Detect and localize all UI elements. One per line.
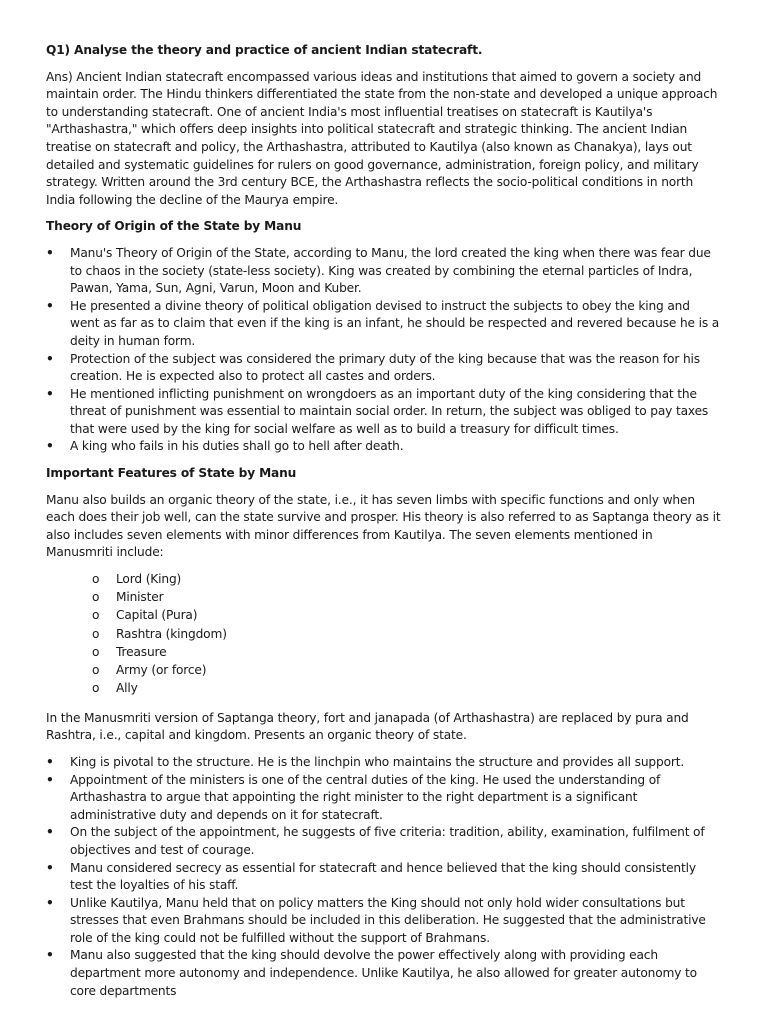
circle-bullet-icon: o bbox=[92, 608, 100, 623]
circle-bullet-icon: o bbox=[92, 644, 100, 659]
bullet-icon: • bbox=[46, 754, 54, 769]
bullet-icon: • bbox=[46, 439, 54, 454]
bullet-icon: • bbox=[46, 351, 54, 366]
bullet-icon: • bbox=[46, 860, 54, 875]
bullet-icon: • bbox=[46, 298, 54, 313]
list-item: • He mentioned inflicting punishment on wrongdoers as an important duty of the king considering that the threat of punishment was essential to maintain social order. In return, the subject was obliged to pay taxes that were used by the king for social welfare as well as to build a treasury for difficult times. bbox=[46, 386, 709, 436]
list-item: o Army (or force) bbox=[46, 662, 722, 680]
list-item: • On the subject of the appointment, he suggests of five criteria: tradition, ability, examination, fulfilment of objectives and test of courage. bbox=[46, 825, 705, 857]
list-item: • Manu's Theory of Origin of the State, according to Manu, the lord created the king when there was fear due to chaos in the society (state-less society). King was created by combining the eternal particles of Indra, Pawan, Yama, Sun, Agni, Varun, Moon and Kuber. bbox=[46, 245, 711, 296]
list-item: • Protection of the subject was considered the primary duty of the king because that was the reason for his creation. He is expected also to protect all castes and orders. bbox=[46, 351, 700, 384]
section-heading-origin: Theory of Origin of the State by Manu bbox=[46, 219, 302, 234]
circle-bullet-icon: o bbox=[92, 590, 100, 605]
document-page bbox=[46, 42, 722, 1009]
features-paragraph: Manu also builds an organic theory of the state, i.e., it has seven limbs with specific functions and only when each does their job well, can the state survive and prosper. His theory is also referred to as Saptanga theory as it also includes seven elements with minor differences from Kautilya. The seven elements mentioned in Manusmriti include: bbox=[46, 492, 721, 560]
circle-bullet-icon: o bbox=[92, 662, 100, 677]
origin-bullet-list bbox=[46, 245, 722, 456]
list-item: o Capital (Pura) bbox=[46, 607, 722, 625]
list-item: • Manu considered secrecy as essential for statecraft and hence believed that the king should consistently test the loyalties of his staff. bbox=[46, 860, 696, 893]
circle-bullet-icon: o bbox=[92, 572, 100, 587]
list-item: • King is pivotal to the structure. He is the linchpin who maintains the structure and provides all support. bbox=[46, 754, 722, 772]
list-item: • A king who fails in his duties shall go to hell after death. bbox=[46, 438, 722, 456]
bullet-icon: • bbox=[46, 386, 54, 401]
list-item: • Manu also suggested that the king should devolve the power effectively along with providing each department more autonomy and independence. Unlike Kautilya, he also allowed for greater autonomy to core departments bbox=[46, 948, 697, 998]
bullet-icon: • bbox=[46, 895, 54, 910]
question-heading: Q1) Analyse the theory and practice of ancient Indian statecraft. bbox=[46, 43, 483, 57]
list-item: o Treasure bbox=[46, 644, 722, 662]
list-item: • Unlike Kautilya, Manu held that on policy matters the King should not only hold wider consultations but stresses that even Brahmans should be included in this deliberation. He suggested that the administrative role of the king could not be fulfilled without the support of Brahmans. bbox=[46, 895, 706, 945]
list-item: o Minister bbox=[46, 589, 722, 607]
circle-bullet-icon: o bbox=[92, 681, 100, 696]
list-item: • Appointment of the ministers is one of the central duties of the king. He used the understanding of Arthashastra to argue that appointing the right minister to the right department is a significant administrative duty and depends on it for statecraft. bbox=[46, 772, 661, 822]
list-item: o Lord (King) bbox=[46, 571, 722, 589]
saptanga-paragraph: In the Manusmriti version of Saptanga theory, fort and janapada (of Arthashastra) are replaced by pura and Rashtra, i.e., capital and kingdom. Presents an organic theory of state. bbox=[46, 710, 689, 743]
list-item: • He presented a divine theory of political obligation devised to instruct the subjects to obey the king and went as far as to claim that even if the king is an infant, he should be respected and revered because he is a deity in human form. bbox=[46, 298, 720, 348]
intro-paragraph: Ans) Ancient Indian statecraft encompassed various ideas and institutions that aimed to govern a society and maintain order. The Hindu thinkers differentiated the state from the non-state and developed a unique approach to understanding statecraft. One of ancient India's most influential treatises on statecraft is Kautilya's "Arthashastra," which offers deep insights into political statecraft and strategic thinking. The ancient Indian treatise on statecraft and policy, the Arthashastra, attributed to Kautilya (also known as Chanakya), lays out detailed and systematic guidelines for rulers on good governance, administration, foreign policy, and military strategy. Written around the 3rd century BCE, the Arthashastra reflects the socio-political conditions in north India following the decline of the Maurya empire. bbox=[46, 69, 718, 207]
bullet-icon: • bbox=[46, 825, 54, 840]
seven-elements-list bbox=[46, 571, 722, 698]
bullet-icon: • bbox=[46, 948, 54, 963]
bullet-icon: • bbox=[46, 772, 54, 787]
section-heading-features: Important Features of State by Manu bbox=[46, 466, 297, 481]
list-item: o Rashtra (kingdom) bbox=[46, 626, 722, 644]
list-item: o Ally bbox=[46, 680, 722, 698]
features-bullet-list bbox=[46, 754, 722, 1000]
bullet-icon: • bbox=[46, 245, 54, 260]
circle-bullet-icon: o bbox=[92, 626, 100, 641]
